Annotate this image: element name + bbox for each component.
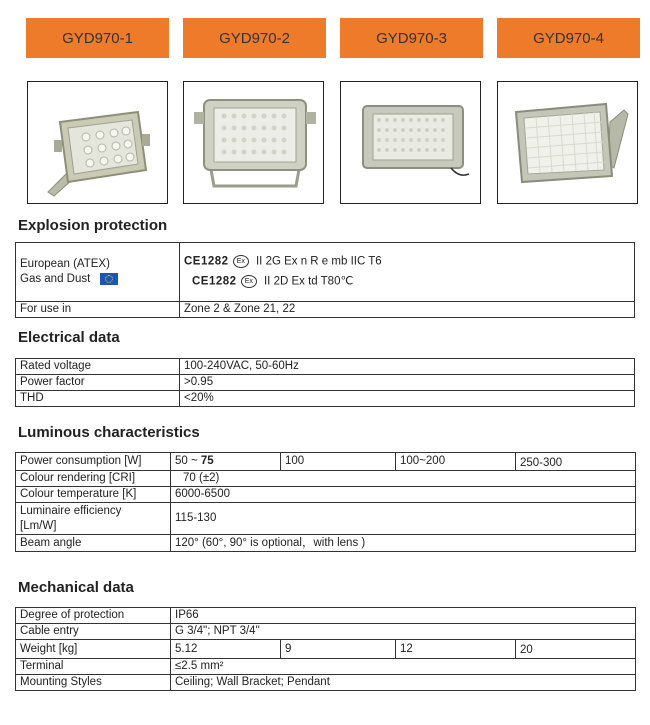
ex-mark-icon: Ex bbox=[241, 275, 257, 288]
model-tab-1: GYD970-1 bbox=[26, 18, 169, 58]
mounting-label: Mounting Styles bbox=[16, 675, 171, 691]
efficiency-label-line-2: [Lm/W] bbox=[20, 519, 57, 532]
luminous-table bbox=[15, 452, 636, 552]
weight-4: 20 bbox=[516, 640, 636, 659]
weight-2: 9 bbox=[281, 640, 396, 659]
atex-label: European (ATEX) bbox=[20, 257, 110, 270]
cri-value: 70 (±2) bbox=[171, 471, 636, 487]
section-title-mechanical: Mechanical data bbox=[18, 579, 134, 596]
explosion-table bbox=[15, 242, 635, 318]
product-photo-2 bbox=[183, 81, 324, 204]
beam-angle-label: Beam angle bbox=[16, 535, 171, 552]
product-photo-1 bbox=[27, 81, 168, 204]
notified-body-number: 1282 bbox=[208, 275, 237, 288]
power-consumption-1 bbox=[171, 453, 281, 471]
use-value: Zone 2 & Zone 21, 22 bbox=[180, 302, 635, 318]
colour-temp-label: Colour temperature [K] bbox=[16, 487, 171, 503]
product-photo-4 bbox=[497, 81, 638, 204]
weight-3: 12 bbox=[396, 640, 516, 659]
beam-angle-value: 120° (60°, 90° is optional，with lens ) bbox=[171, 535, 636, 552]
eu-flag-icon bbox=[100, 273, 118, 285]
power-consumption-label: Power consumption [W] bbox=[16, 453, 171, 471]
terminal-label: Terminal bbox=[16, 659, 171, 675]
section-title-electrical: Electrical data bbox=[18, 329, 120, 346]
efficiency-label-line-1: Luminaire efficiency bbox=[20, 504, 122, 517]
product-photo-3 bbox=[340, 81, 481, 204]
thd-value: <20% bbox=[180, 391, 635, 407]
model-tab-4: GYD970-4 bbox=[497, 18, 640, 58]
mechanical-table bbox=[15, 607, 636, 691]
atex-marking-cell bbox=[180, 243, 635, 302]
power-consumption-3: 100~200 bbox=[396, 453, 516, 471]
cri-label: Colour rendering [CRI] bbox=[16, 471, 171, 487]
electrical-table bbox=[15, 358, 635, 407]
thd-label: THD bbox=[16, 391, 180, 407]
weight-1: 5.12 bbox=[171, 640, 281, 659]
ce-mark-icon: CE bbox=[192, 275, 209, 288]
model-tab-3: GYD970-3 bbox=[340, 18, 483, 58]
cable-entry-value: G 3/4"; NPT 3/4" bbox=[171, 624, 636, 640]
rated-voltage-label: Rated voltage bbox=[16, 359, 180, 375]
power-factor-label: Power factor bbox=[16, 375, 180, 391]
efficiency-value: 115-130 bbox=[171, 503, 636, 535]
power-consumption-2: 100 bbox=[281, 453, 396, 471]
ip-label: Degree of protection bbox=[16, 608, 171, 624]
power-factor-value: >0.95 bbox=[180, 375, 635, 391]
cable-entry-label: Cable entry bbox=[16, 624, 171, 640]
atex-label-cell bbox=[16, 243, 180, 302]
model-tab-2: GYD970-2 bbox=[183, 18, 326, 58]
ex-mark-icon: Ex bbox=[233, 255, 249, 268]
power-consumption-4: 250-300 bbox=[516, 453, 636, 471]
mounting-value: Ceiling; Wall Bracket; Pendant bbox=[171, 675, 636, 691]
ce-mark-icon: CE bbox=[184, 256, 201, 268]
colour-temp-value: 6000-6500 bbox=[171, 487, 636, 503]
notified-body-number: 1282 bbox=[200, 256, 229, 268]
section-title-explosion: Explosion protection bbox=[18, 217, 168, 234]
rated-voltage-value: 100-240VAC, 50-60Hz bbox=[180, 359, 635, 375]
weight-label: Weight [kg] bbox=[16, 640, 171, 659]
power-1-max: 75 bbox=[200, 455, 214, 467]
efficiency-label bbox=[16, 503, 171, 535]
gas-dust-label: Gas and Dust bbox=[20, 273, 91, 286]
gas-rating: II 2G Ex n R e mb IIC T6 bbox=[255, 256, 382, 268]
ip-value: IP66 bbox=[171, 608, 636, 624]
use-label: For use in bbox=[16, 302, 180, 318]
section-title-luminous: Luminous characteristics bbox=[18, 424, 200, 441]
terminal-value: ≤2.5 mm² bbox=[171, 659, 636, 675]
dust-rating: II 2D Ex td T80℃ bbox=[263, 275, 354, 288]
power-1-range: 50 ~ bbox=[175, 455, 201, 467]
